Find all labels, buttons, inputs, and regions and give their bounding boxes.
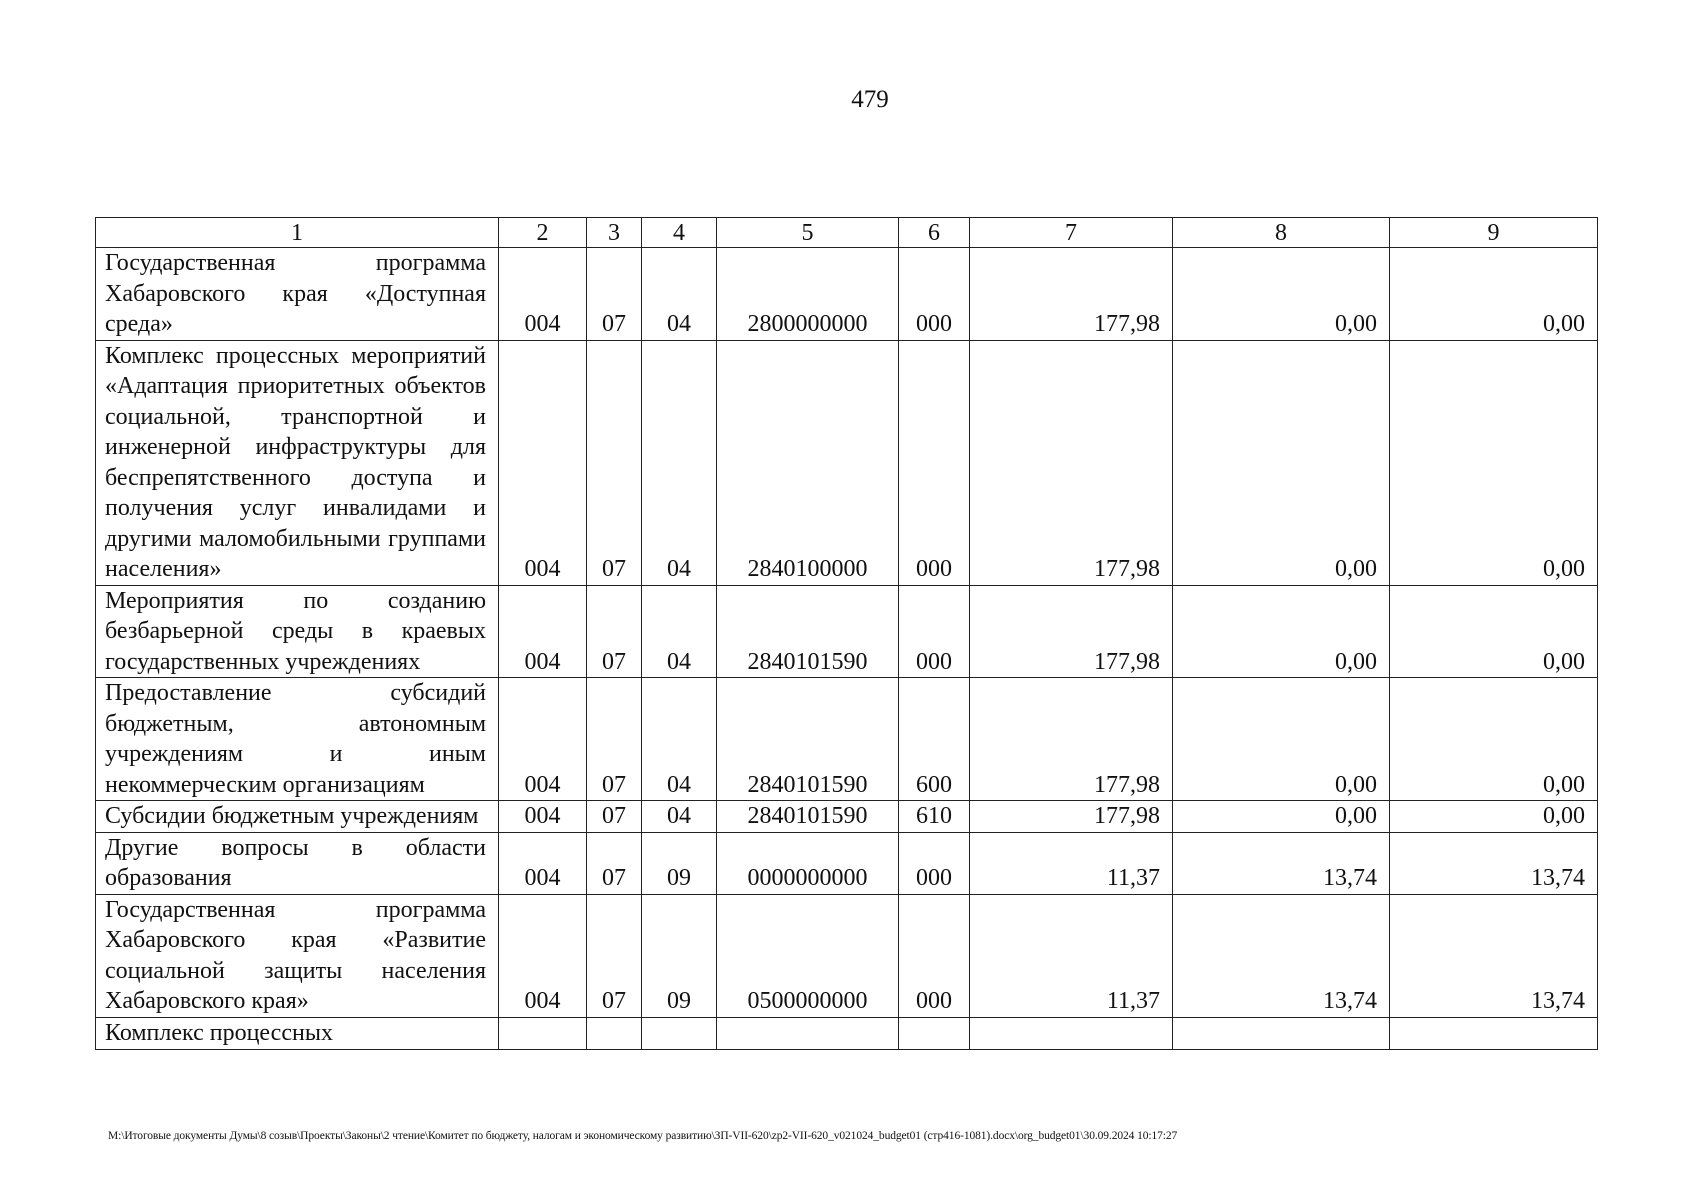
amount-cell: 177,98 <box>970 678 1173 801</box>
ministry-code-cell: 004 <box>499 248 587 341</box>
table-row <box>96 248 1598 341</box>
table-row <box>96 678 1598 801</box>
column-number-header: 8 <box>1173 218 1390 248</box>
amount-cell: 0,00 <box>1173 585 1390 678</box>
amount-cell: 13,74 <box>1173 832 1390 894</box>
page-number: 479 <box>851 86 889 113</box>
column-number-header: 4 <box>642 218 717 248</box>
expense-type-cell: 000 <box>899 585 970 678</box>
subsection-code-cell: 04 <box>642 340 717 585</box>
column-number-header: 1 <box>96 218 499 248</box>
amount-cell: 0,00 <box>1173 248 1390 341</box>
amount-cell: 11,37 <box>970 894 1173 1017</box>
ministry-code-cell: 004 <box>499 340 587 585</box>
expense-type-cell: 610 <box>899 801 970 833</box>
expense-type-cell: 000 <box>899 248 970 341</box>
table-row <box>96 894 1598 1017</box>
amount-cell: 0,00 <box>1390 340 1598 585</box>
subsection-code-cell <box>642 1017 717 1049</box>
column-number-header: 7 <box>970 218 1173 248</box>
amount-cell: 0,00 <box>1173 678 1390 801</box>
ministry-code-cell: 004 <box>499 585 587 678</box>
subsection-code-cell: 09 <box>642 894 717 1017</box>
table-row <box>96 832 1598 894</box>
amount-cell: 177,98 <box>970 585 1173 678</box>
target-article-cell: 2840100000 <box>717 340 899 585</box>
table-row <box>96 340 1598 585</box>
section-code-cell: 07 <box>587 801 642 833</box>
subsection-code-cell: 04 <box>642 248 717 341</box>
target-article-cell: 2840101590 <box>717 801 899 833</box>
section-code-cell: 07 <box>587 248 642 341</box>
column-number-header: 6 <box>899 218 970 248</box>
row-name-cell: Мероприятия по созданию безбарьерной среды в краевых государственных учреждениях <box>96 585 499 678</box>
amount-cell <box>1390 1017 1598 1049</box>
section-code-cell <box>587 1017 642 1049</box>
target-article-cell <box>717 1017 899 1049</box>
ministry-code-cell: 004 <box>499 801 587 833</box>
row-name-cell: Комплекс процессных мероприятий «Адаптация приоритетных объектов социальной, транспортной и инженерной инфраструктуры для беспрепятственного доступа и получения услуг инвалидами и другими маломобильными группами населения» <box>96 340 499 585</box>
column-number-header: 9 <box>1390 218 1598 248</box>
expense-type-cell: 600 <box>899 678 970 801</box>
row-name-cell: Предоставление субсидий бюджетным, автономным учреждениям и иным некоммерческим организациям <box>96 678 499 801</box>
section-code-cell: 07 <box>587 894 642 1017</box>
expense-type-cell: 000 <box>899 894 970 1017</box>
amount-cell <box>1173 1017 1390 1049</box>
column-number-header: 2 <box>499 218 587 248</box>
table-header-row <box>96 218 1598 248</box>
amount-cell: 13,74 <box>1390 832 1598 894</box>
row-name-cell: Государственная программа Хабаровского края «Развитие социальной защиты населения Хабаровского края» <box>96 894 499 1017</box>
amount-cell: 0,00 <box>1390 585 1598 678</box>
row-name-cell: Субсидии бюджетным учреждениям <box>96 801 499 833</box>
budget-table <box>95 217 1598 1050</box>
table-row <box>96 1017 1598 1049</box>
amount-cell: 177,98 <box>970 801 1173 833</box>
target-article-cell: 2840101590 <box>717 678 899 801</box>
column-number-header: 5 <box>717 218 899 248</box>
row-name-cell: Другие вопросы в области образования <box>96 832 499 894</box>
target-article-cell: 2800000000 <box>717 248 899 341</box>
subsection-code-cell: 04 <box>642 585 717 678</box>
amount-cell: 177,98 <box>970 248 1173 341</box>
target-article-cell: 0500000000 <box>717 894 899 1017</box>
column-number-header: 3 <box>587 218 642 248</box>
amount-cell: 0,00 <box>1173 340 1390 585</box>
amount-cell: 13,74 <box>1173 894 1390 1017</box>
amount-cell: 11,37 <box>970 832 1173 894</box>
row-name-cell: Государственная программа Хабаровского края «Доступная среда» <box>96 248 499 341</box>
target-article-cell: 0000000000 <box>717 832 899 894</box>
subsection-code-cell: 04 <box>642 678 717 801</box>
section-code-cell: 07 <box>587 678 642 801</box>
ministry-code-cell: 004 <box>499 894 587 1017</box>
amount-cell: 0,00 <box>1390 801 1598 833</box>
table-row <box>96 801 1598 833</box>
target-article-cell: 2840101590 <box>717 585 899 678</box>
table-row <box>96 585 1598 678</box>
ministry-code-cell <box>499 1017 587 1049</box>
row-name-cell: Комплекс процессных <box>96 1017 499 1049</box>
section-code-cell: 07 <box>587 832 642 894</box>
ministry-code-cell: 004 <box>499 832 587 894</box>
expense-type-cell: 000 <box>899 832 970 894</box>
amount-cell <box>970 1017 1173 1049</box>
subsection-code-cell: 04 <box>642 801 717 833</box>
subsection-code-cell: 09 <box>642 832 717 894</box>
ministry-code-cell: 004 <box>499 678 587 801</box>
expense-type-cell <box>899 1017 970 1049</box>
section-code-cell: 07 <box>587 340 642 585</box>
amount-cell: 0,00 <box>1390 678 1598 801</box>
expense-type-cell: 000 <box>899 340 970 585</box>
amount-cell: 13,74 <box>1390 894 1598 1017</box>
footer-file-path: M:\Итоговые документы Думы\8 созыв\Проекты\Законы\2 чтение\Комитет по бюджету, налогам и экономическому развитию\ЗП-VII-620\zp2-VII-620_v021024_budget01 (стр416-1081).docx\org_budget01\30.09.2024 10:17:27 <box>108 1130 1178 1142</box>
amount-cell: 0,00 <box>1390 248 1598 341</box>
section-code-cell: 07 <box>587 585 642 678</box>
amount-cell: 0,00 <box>1173 801 1390 833</box>
amount-cell: 177,98 <box>970 340 1173 585</box>
